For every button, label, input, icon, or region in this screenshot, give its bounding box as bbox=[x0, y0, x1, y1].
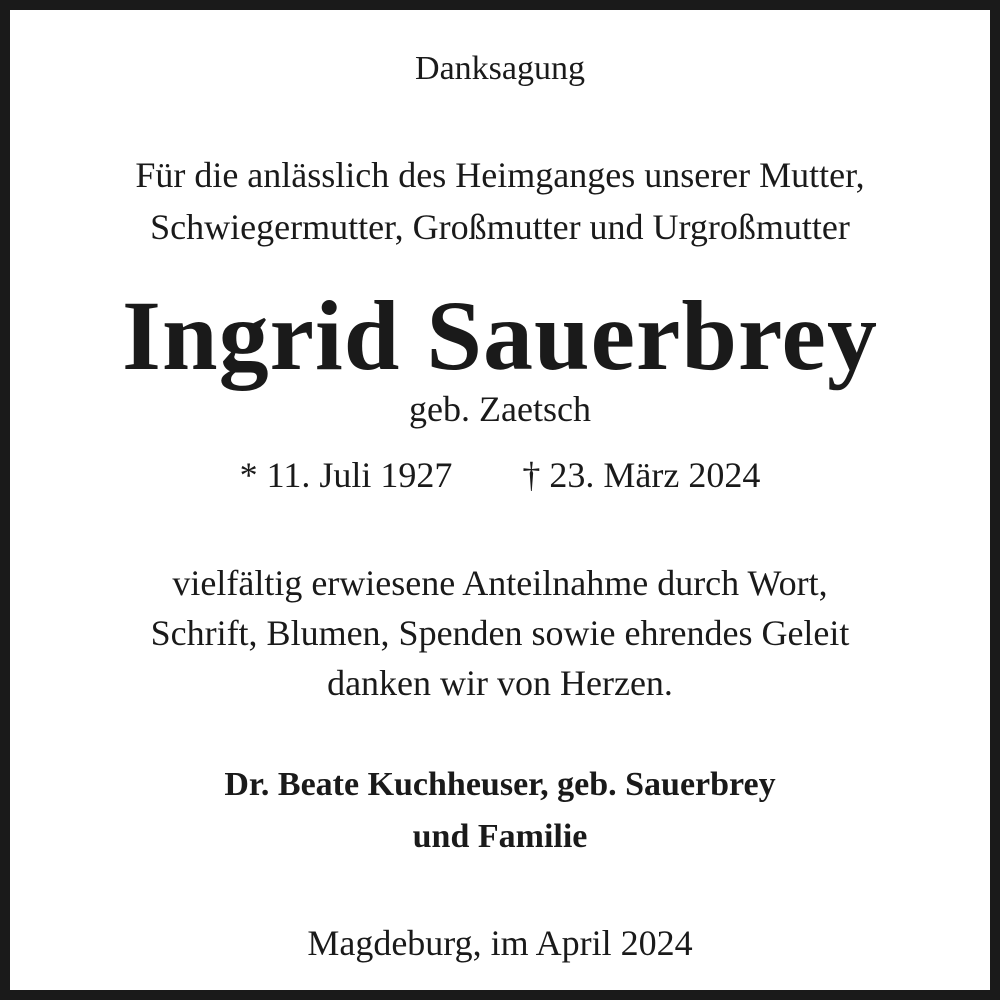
birth-date: * 11. Juli 1927 bbox=[239, 455, 453, 495]
message-line-1: vielfältig erwiesene Anteilnahme durch Wort, bbox=[172, 563, 828, 603]
death-date: † 23. März 2024 bbox=[522, 455, 761, 495]
notice-heading: Danksagung bbox=[415, 50, 585, 87]
message-line-3: danken wir von Herzen. bbox=[327, 663, 673, 703]
life-dates bbox=[20, 454, 980, 496]
signature-line-1: Dr. Beate Kuchheuser, geb. Sauerbrey bbox=[224, 766, 776, 803]
maiden-name: geb. Zaetsch bbox=[409, 389, 591, 429]
message-line-2: Schrift, Blumen, Spenden sowie ehrendes Geleit bbox=[150, 613, 850, 653]
signature-line-2: und Familie bbox=[412, 818, 588, 855]
intro-line-2: Schwiegermutter, Großmutter und Urgroßmutter bbox=[150, 207, 850, 247]
place-and-date: Magdeburg, im April 2024 bbox=[307, 923, 693, 963]
dates-spacer bbox=[452, 454, 522, 496]
intro-line-1: Für die anlässlich des Heimganges unserer Mutter, bbox=[135, 155, 865, 195]
deceased-name: Ingrid Sauerbrey bbox=[122, 280, 878, 391]
